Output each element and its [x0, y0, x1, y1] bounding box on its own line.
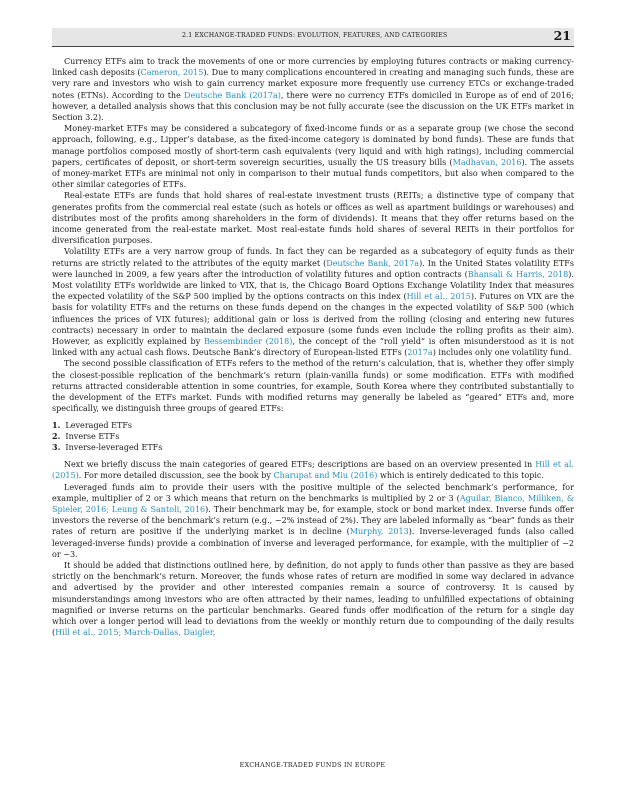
page-number: 21: [553, 28, 571, 43]
paragraph-text: which is entirely dedicated to this topic.: [377, 471, 544, 481]
paragraph: [52, 459, 574, 481]
citation-link[interactable]: Deutsche Bank (2017a): [184, 90, 281, 100]
paragraph-text: Next we briefly discuss the main categories of geared ETFs; descriptions are based on an overview presented in: [64, 460, 536, 470]
citation-link[interactable]: Cameron, 2015: [140, 68, 204, 78]
paragraph-text: , the concept of the “roll yield” is often misunderstood as it is not linked with any actual cash flows. Deutsche Bank’s directory of European-listed ETFs (: [52, 337, 575, 358]
paragraph-text: It should be added that distinctions outlined here, by definition, do not apply to funds other than passive as they are based strictly on the benchmark’s return. Moreover, the funds whose rates of return are modified in some way declared in advance and advertised by the provider and other interested companies remain a source of controversy. It is caused by misunderstandings among investors who are often attracted by their names, leading to unfulfilled expectations of obtaining magnified or inverse returns on the particular benchmarks. Geared funds offer modification of the return for a single day which over a longer period will lead to deviations from the weekly or monthly return due to compounding of the daily results (: [52, 560, 574, 638]
list-number: 3.: [52, 441, 61, 452]
paragraph-text: ). Inverse-leveraged funds (also called leveraged-inverse funds) provide a combination of inverse and leveraged performance, for example, with the multiplier of −2 or −3.: [52, 527, 574, 559]
paragraph: [52, 482, 574, 560]
paragraphs-after-list: [52, 459, 574, 638]
list-number: 1.: [52, 419, 61, 430]
paragraph-text: , there were no currency ETFs domiciled in Europe as of end of 2016; however, a detailed analysis shows that this conclusion may be not fully accurate (see the discussion on the UK ETFs market in Section 3.2).: [52, 90, 574, 123]
list-label: Inverse ETFs: [65, 431, 120, 441]
citation-link[interactable]: Bessembinder (2018): [203, 337, 293, 347]
paragraph-text: ). Most volatility ETFs worldwide are linked to VIX, that is, the Chicago Board Options Exchange Volatility Index that measures the expected volatility of the S&P 500 implied by the options contracts on this index (: [52, 269, 574, 302]
paragraph-text: ). Due to many complications encountered in creating and managing such funds, these are very rare and investors who wish to gain currency market exposure more frequently use currency ETCs or exchange-traded notes (ETNs). According to the: [52, 68, 574, 100]
main-text: [52, 56, 574, 638]
paragraph-text: ). Their benchmark may be, for example, stock or bond market index. Inverse funds offer investors the reverse of the benchmark’s return (e.g., −2% instead of 2%). They are labeled informally as “bear” funds as their rates of return are positive if the underlying market is in decline (: [52, 504, 574, 537]
citation-link[interactable]: Murphy, 2013: [349, 527, 409, 537]
paragraph: [52, 246, 574, 358]
paragraph: [52, 56, 574, 123]
paragraph-text: . For more detailed discussion, see the book by: [78, 471, 274, 481]
running-header: [52, 28, 574, 47]
citation-link[interactable]: Deutsche Bank, 2017a: [326, 258, 420, 268]
paragraph-text: Money-market ETFs may be considered a subcategory of fixed-income funds or as a separate group (we chose the second approach, following, e.g., Lipper’s database, as the fixed-income category is dominated by bond funds). These are funds that manage portfolios composed mostly of short-term cash equivalents (very liquid and with high ratings), including commercial papers, certificates of deposit, or short-term sovereign securities, usually the US treasury bills (: [52, 124, 574, 167]
paragraph-text: Currency ETFs aim to track the movements of one or more currencies by employing futures contracts or making currency-linked cash deposits (: [52, 57, 574, 78]
citation-link[interactable]: Bhansali & Harris, 2018: [467, 269, 569, 279]
page-footer: EXCHANGE-TRADED FUNDS IN EUROPE: [239, 762, 386, 769]
list-item: [52, 431, 574, 442]
paragraph-text: Leveraged funds aim to provide their users with the positive multiple of the selected benchmark’s performance, for example, multiplier of 2 or 3 which means that return on the benchmarks is multiplied by 2 or 3 (: [52, 482, 574, 503]
list-label: Inverse-leveraged ETFs: [65, 442, 163, 452]
paragraph-text: The second possible classification of ETFs refers to the method of the return’s calculation, that is, whether they offer simply the closest-possible replication of the benchmark’s return (plain-vanilla funds) or some modification. ETFs with modified returns attracted considerable attention in some countries, for example, South Korea where they contributed substantially to the development of the ETFs market. Funds with modified returns may generally be labeled as “geared” ETFs and, more specifically, we distinguish three groups of geared ETFs:: [52, 359, 574, 414]
paragraph-text: ). In the United States volatility ETFs were launched in 2009, a few years after the introduction of volatility futures and option contracts (: [52, 258, 575, 279]
paragraph-text: ). Futures on VIX are the basis for volatility ETFs and the returns on these funds depend on the changes in the expected volatility of S&P 500 (which influences the prices of VIX futures); additional gain or loss is derived from the rolling (closing and entering new futures contracts) necessary in order to maintain the declared exposure (some funds even include the rolling profits as their aim). However, as explicitly explained by: [52, 292, 575, 347]
citation-link[interactable]: Hill et al., 2015: [406, 292, 471, 302]
paragraphs-before-list: [52, 56, 574, 415]
paragraph-text: ) includes only one volatility fund.: [432, 348, 572, 358]
paragraph-text: Volatility ETFs are a very narrow group of funds. In fact they can be regarded as a subcategory of equity funds as their returns are strictly related to the attributes of the equity market (: [52, 247, 574, 268]
running-title: 2.1 EXCHANGE-TRADED FUNDS: EVOLUTION, FEATURES, AND CATEGORIES: [182, 32, 448, 39]
geared-etf-list: [52, 420, 574, 454]
paragraph: [52, 560, 574, 638]
list-item: [52, 442, 574, 453]
paragraph-text: Real-estate ETFs are funds that hold shares of real-estate investment trusts (REITs; a distinctive type of company that generates profits from the commercial real estate (such as hotels or offices as well as apartment buildings or warehouses) and distributes most of the profits among shareholders in the form of dividends). It means that they offer returns based on the income generated from the real-estate market. Most real-estate funds hold shares of several REITs in their portfolios for diversification purposes.: [52, 191, 574, 246]
citation-link[interactable]: Aguilar, Bianco, Milliken, & Spieler, 2016; Leung & Santoli, 2016: [52, 493, 574, 514]
list-number: 2.: [52, 430, 61, 441]
paragraph-text: ). The assets of money-market ETFs are minimal not only in comparison to their mutual funds competitors, but also when compared to the other similar categories of ETFs.: [52, 157, 575, 190]
paragraph: [52, 123, 574, 190]
citation-link[interactable]: Madhavan, 2016: [452, 157, 522, 167]
citation-link[interactable]: Charupat and Miu (2016): [273, 471, 378, 481]
paragraph: [52, 358, 574, 414]
citation-link[interactable]: 2017a: [407, 348, 433, 358]
list-item: [52, 420, 574, 431]
citation-link[interactable]: Hill et al. (2015): [52, 460, 574, 481]
citation-link[interactable]: Hill et al., 2015; March-Dallas, Daigler,: [55, 628, 216, 638]
paragraph: [52, 190, 574, 246]
list-label: Leveraged ETFs: [65, 420, 133, 430]
